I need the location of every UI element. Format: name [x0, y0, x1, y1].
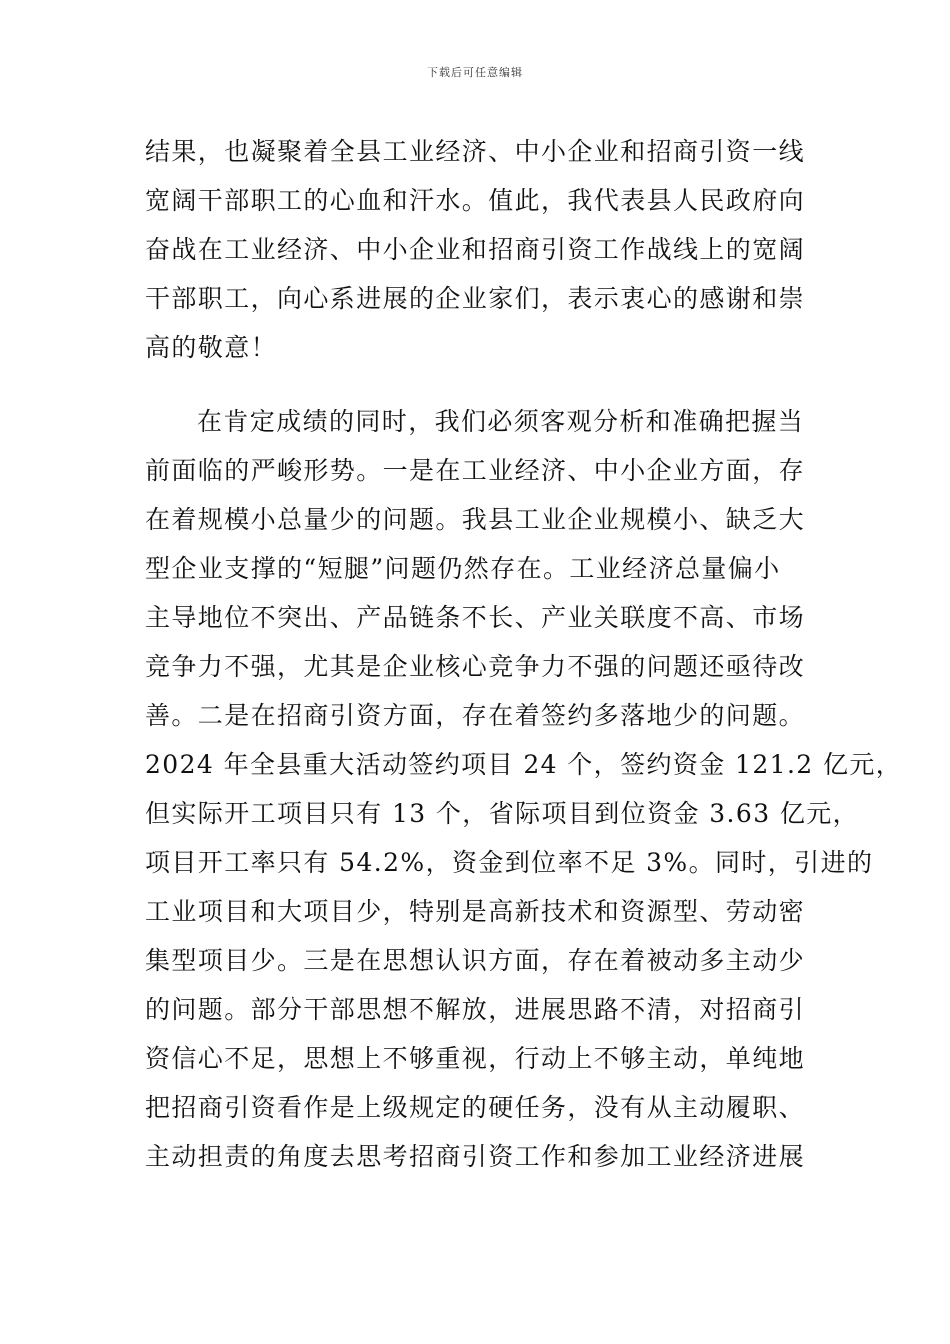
text-line: 的问题。部分干部思想不解放，进展思路不清，对招商引 — [145, 995, 806, 1024]
text-line: 集型项目少。三是在思想认识方面，存在着被动多主动少 — [145, 946, 806, 975]
text-line: 前面临的严峻形势。一是在工业经济、中小企业方面，存 — [145, 456, 806, 485]
text-line: 资信心不足，思想上不够重视，行动上不够主动，单纯地 — [145, 1044, 806, 1073]
text-line: 竞争力不强，尤其是企业核心竞争力不强的问题还亟待改 — [145, 652, 806, 681]
text-line: 干部职工，向心系进展的企业家们，表示衷心的感谢和崇 — [145, 284, 806, 313]
text-line: 结果，也凝聚着全县工业经济、中小企业和招商引资一线 — [145, 137, 806, 166]
text-line: 但实际开工项目只有 13 个，省际项目到位资金 3.63 亿元， — [145, 799, 860, 828]
text-line: 主动担责的角度去思考招商引资工作和参加工业经济进展 — [145, 1142, 806, 1171]
text-line: 工业项目和大项目少，特别是高新技术和资源型、劳动密 — [145, 897, 806, 926]
paragraph-2 — [145, 397, 903, 1181]
text-line: 2024 年全县重大活动签约项目 24 个，签约资金 121.2 亿元， — [145, 750, 903, 779]
text-line: 项目开工率只有 54.2%，资金到位率不足 3%。同时，引进的 — [145, 848, 874, 877]
text-line: 善。二是在招商引资方面，存在着签约多落地少的问题。 — [145, 701, 806, 730]
text-line: 主导地位不突出、产品链条不长、产业关联度不高、市场 — [145, 603, 806, 632]
paragraph-1 — [145, 127, 825, 372]
text-line: 高的敬意！ — [145, 333, 278, 362]
text-line: 奋战在工业经济、中小企业和招商引资工作战线上的宽阔 — [145, 235, 806, 264]
text-line: 宽阔干部职工的心血和汗水。值此，我代表县人民政府向 — [145, 186, 806, 215]
text-line: 把招商引资看作是上级规定的硬任务，没有从主动履职、 — [145, 1093, 806, 1122]
text-line: 在着规模小总量少的问题。我县工业企业规模小、缺乏大 — [145, 505, 806, 534]
text-line-indented: 在肯定成绩的同时，我们必须客观分析和准确把握当 — [197, 407, 805, 436]
page-header-note: 下载后可任意编辑 — [427, 66, 523, 79]
text-line: 型企业支撑的“短腿”问题仍然存在。工业经济总量偏小 — [145, 554, 781, 583]
